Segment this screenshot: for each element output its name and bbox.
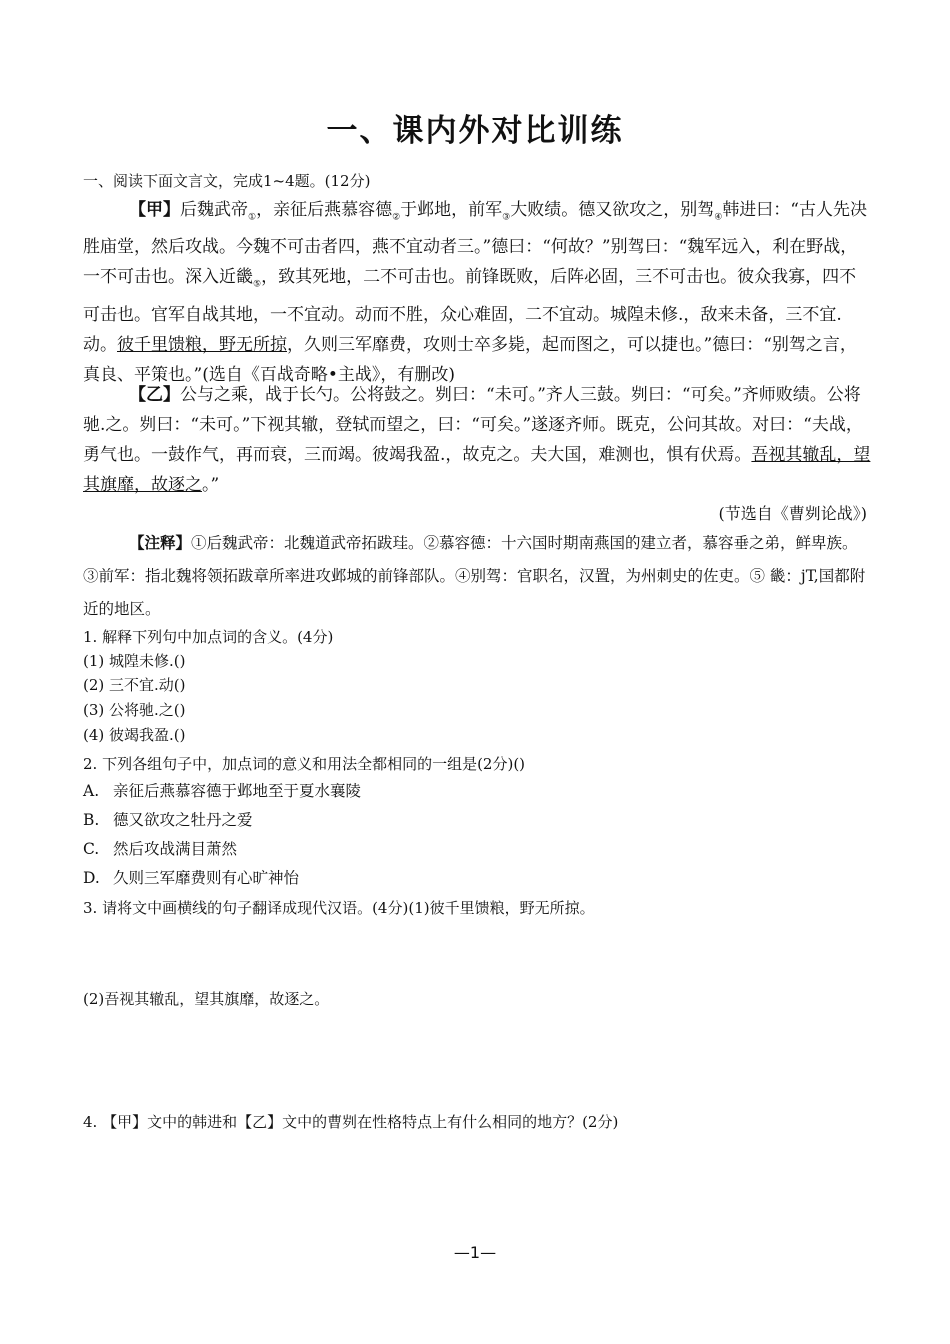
note-ref-1: ① (248, 212, 257, 223)
annotations-text: ①后魏武帝：北魏道武帝拓跋珪。②慕容德：十六国时期南燕国的建立者，慕容垂之弟，鲜卑族。③前军：指北魏将领拓跋章所率进攻邺城的前锋部队。④别驾：官职名，汉置，为州刺史的佐吏。⑤ 畿：jT,国都附近的地区。 (83, 534, 866, 618)
question-1-item: (1) 城隍未修.() (83, 652, 186, 670)
option-text: 久则三军靡费则有心旷神怡 (113, 869, 300, 887)
passage-jia-text: 后魏武帝 (180, 200, 248, 220)
question-3 (83, 896, 595, 920)
underlined-sentence-2: 吾视其辙乱，望其旗靡，故逐之 (83, 445, 871, 495)
passage-jia-text: 大败绩。德又欲攻之，别驾 (510, 200, 715, 220)
question-2-option-b (83, 808, 253, 830)
option-text: 然后攻战满目萧然 (113, 840, 238, 858)
passage-yi (83, 380, 873, 500)
question-4-stem: 4. 【甲】文中的韩进和【乙】文中的曹刿在性格特点上有什么相同的地方？(2分) (83, 1113, 619, 1131)
option-text: 德又欲攻之牡丹之爱 (113, 811, 253, 829)
passage-yi-label: 【乙】 (129, 385, 180, 405)
passage-jia-text: ，亲征后燕慕容德 (256, 200, 393, 220)
option-label: C. (83, 840, 100, 858)
passage-jia (83, 195, 873, 390)
question-1-item: (2) 三不宜.动() (83, 676, 186, 694)
passage-jia-text: 韩进曰：“古人先决胜庙堂，然后攻战。今魏不可击者四，燕不宜动者三。”德曰：“何故？”别驾曰：“魏军远入，利在野战，一不可击也。深入近畿 (83, 200, 868, 288)
note-ref-4: ④ (714, 212, 723, 223)
option-label: B. (83, 811, 100, 829)
question-2-stem: 2. 下列各组句子中，加点词的意义和用法全都相同的一组是(2分)() (83, 755, 526, 773)
question-2-option-d (83, 866, 299, 888)
annotations (83, 526, 873, 626)
note-ref-2: ② (392, 212, 401, 223)
question-1-item: (3) 公将驰.之() (83, 701, 186, 719)
note-ref-5: ⑤ (253, 279, 262, 290)
question-1-stem: 1. 解释下列句中加点词的含义。(4分) (83, 628, 334, 646)
passage-jia-label: 【甲】 (129, 200, 180, 220)
question-3-part-2: (2)吾视其辙乱，望其旗靡，故逐之。 (83, 990, 330, 1008)
question-2-option-a (83, 779, 361, 801)
question-2-option-c (83, 837, 237, 859)
page-number: —1— (453, 1243, 497, 1262)
note-ref-3: ③ (502, 212, 511, 223)
passage-yi-text: 。” (202, 475, 220, 495)
option-label: A. (83, 782, 100, 800)
annotations-label: 【注释】 (129, 533, 192, 552)
page-title: 一、课内外对比训练 (326, 113, 624, 149)
question-3-part-1: (1)彼千里馈粮，野无所掠。 (408, 899, 595, 917)
option-text: 亲征后燕慕容德于邺地至于夏水襄陵 (113, 782, 362, 800)
option-label: D. (83, 869, 100, 887)
passage-jia-text: 于邺地，前军 (400, 200, 503, 220)
passage-jia-text: ，久则三军靡费，攻则士卒多毙，起而图之，可以捷也。”德曰：“别驾之言，真良、平策也。”(选自《百战奇略•主战》，有删改) (83, 334, 857, 385)
passage-source: (节选自《曹刿论战》) (718, 504, 867, 523)
passage-jia-text: ，致其死地，二不可击也。前锋既败，后阵必固，三不可击也。彼众我寡，四不可击也。官军自战其地，一不宜动。动而不胜，众心难固，二不宜动。城隍未修.，敌来未备，三不宜.动。 (83, 267, 857, 355)
section-intro: 一、阅读下面文言文，完成1~4题。(12分) (83, 172, 371, 190)
passage-yi-text: 公与之乘，战于长勺。公将鼓之。刿曰：“未可。”齐人三鼓。刿曰：“可矣。”齐师败绩。公将驰.之。刿曰：“未可。”下视其辙，登轼而望之，曰：“可矣。”遂逐齐师。既克，公问其故。对曰：“夫战，勇气也。一鼓作气，再而衰，三而竭。彼竭我盈.，故克之。夫大国，难测也，惧有伏焉。 (83, 385, 863, 465)
question-1-item: (4) 彼竭我盈.() (83, 726, 186, 744)
question-3-stem: 3. 请将文中画横线的句子翻译成现代汉语。(4分) (83, 899, 409, 917)
underlined-sentence-1: 彼千里馈粮，野无所掠 (117, 334, 287, 355)
